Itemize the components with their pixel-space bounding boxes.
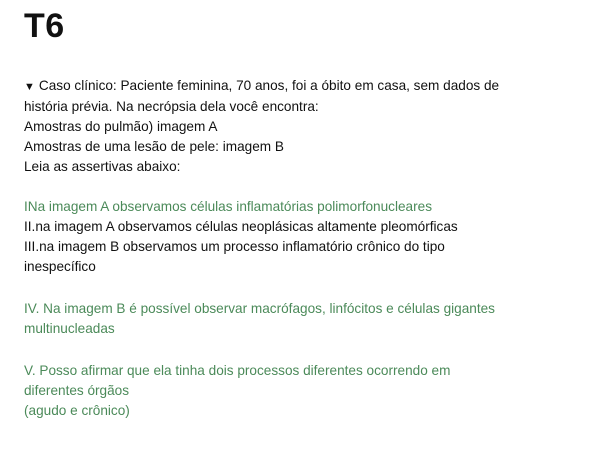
assertion-5-line-3: (agudo e crônico) [24,403,130,418]
assertion-2: II.na imagem A observamos células neoplásicas altamente pleomórficas [24,219,458,234]
case-toggle-block[interactable] [24,76,590,177]
assertion-1: INa imagem A observamos células inflamatórias polimorfonucleares [24,199,432,214]
case-line-4: Amostras de uma lesão de pele: imagem B [24,139,284,154]
spacer [24,277,590,299]
spacer [24,339,590,361]
case-line-2: história prévia. Na necrópsia dela você encontra: [24,99,319,114]
assertion-3-line-2: inespecífico [24,259,96,274]
spacer [24,177,590,197]
case-line-3: Amostras do pulmão) imagem A [24,119,218,134]
assertion-5-line-1: V. Posso afirmar que ela tinha dois processos diferentes ocorrendo em [24,363,451,378]
case-text-1: Caso clínico: Paciente feminina, 70 anos, foi a óbito em casa, sem dados de [38,78,500,93]
triangle-down-icon[interactable]: ▼ [24,81,35,93]
page-title: T6 [24,7,65,45]
case-line-1 [24,76,590,97]
assertion-4-line-2: multinucleadas [24,321,115,336]
assertion-3-line-1: III.na imagem B observamos um processo inflamatório crônico do tipo [24,239,445,254]
assertion-5-line-2: diferentes órgãos [24,383,130,398]
case-line-5: Leia as assertivas abaixo: [24,159,181,174]
document-content [24,76,590,421]
assertion-4-line-1: IV. Na imagem B é possível observar macrófagos, linfócitos e células gigantes [24,301,495,316]
